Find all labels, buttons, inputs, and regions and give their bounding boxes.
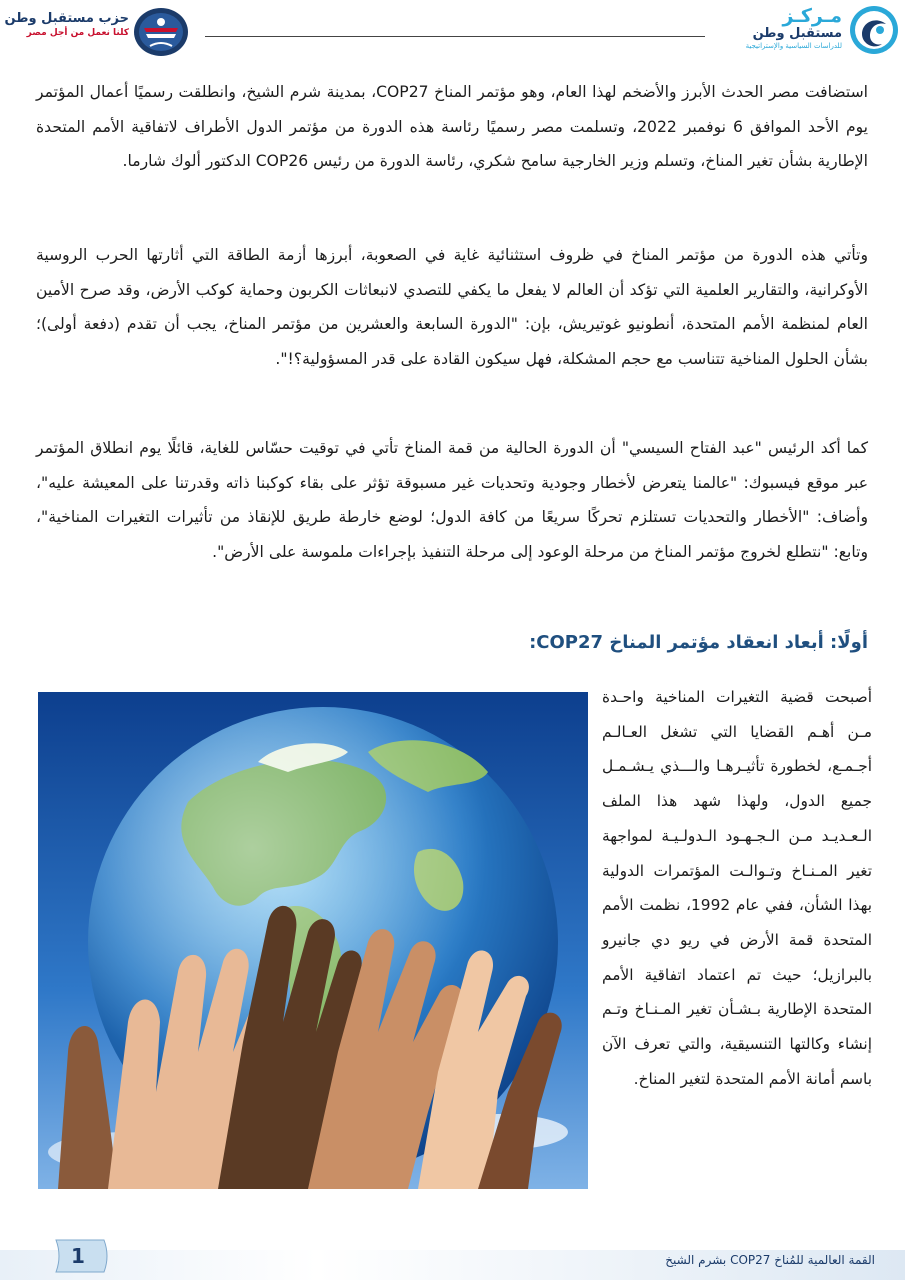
center-emblem-icon [848,4,900,56]
party-logo-text [4,10,129,40]
header-divider [205,36,705,37]
section-heading: أولًا: أبعاد انعقاد مؤتمر المناخ COP27: [529,632,868,653]
paragraph-climate-issue: أصبحت قضية التغيرات المناخية واحـدة مـن أهـم القضايا التي تشغل العـالـم أجـمـع، لخطورة تأثيـرهـا والـــذي يـشـمـل جميع الدول، ولهذا شهد هذا الملف الـعـديـد مـن الـجـهـود الـدولـيـة لمواجهة تغير المـنـاخ وتـوالـت المؤتمرات الدولية بهذا الشأن، ففي عام 1992، نظمت الأمم المتحدة قمة الأرض في ريو دي جانيرو بالبرازيل؛ حيث تم اعتماد اتفاقية الأمم المتحدة الإطارية بـشـأن تغير المـنـاخ وتـم إنشاء وكالتها التنسيقية، والتي تعرف الآن باسم أمانة الأمم المتحدة لتغير المناخ. [602,688,873,1088]
party-logo [4,4,199,60]
page-header [0,0,905,70]
center-logo [712,4,902,60]
paragraph-circumstances: وتأتي هذه الدورة من مؤتمر المناخ في ظروف استثنائية غاية في الصعوبة، أبرزها أزمة الطاقة التي أثارتها الحرب الروسية الأوكرانية، والتقارير العلمية التي تؤكد أن العالم لا يفعل ما يكفي للتصدي لانبعاثات الكربون وحماية كوكب الأرض، وقد صرح الأمين العام لمنظمة الأمم المتحدة، أنطونيو غوتيريش، بإن: "الدورة السابعة والعشرين من مؤتمر المناخ، يجب أن تقدم (دفعة أولى)؛ بشأن الحلول المناخية تتناسب مع حجم المشكلة، فهل سيكون القادة على قدر المسؤولية؟!". [36,246,868,368]
paragraph-president-statement: كما أكد الرئيس "عبد الفتاح السيسي" أن الدورة الحالية من قمة المناخ تأتي في توقيت حسّاس للغاية، قائلًا يوم انطلاق المؤتمر عبر موقع فيسبوك: "عالمنا يتعرض لأخطار وجودية وتحديات غير مسبوقة تؤثر على بقاء كوكبنا ذاته وقدرتنا على المعيشة عليه"، وأضاف: "الأخطار والتحديات تستلزم تحركًا سريعًا من كافة الدول؛ لوضع خارطة طريق للإنقاذ من تأثيرات التغيرات المناخية"، وتابع: "نتطلع لخروج مؤتمر المناخ من مرحلة الوعود إلى مرحلة التنفيذ بإجراءات ملموسة على الأرض". [36,439,868,561]
party-emblem-icon [132,6,190,58]
center-logo-line2: مستقبل وطن [752,26,842,41]
page-footer [0,1232,905,1280]
globe-hands-illustration [38,692,588,1189]
page-number: 1 [71,1244,85,1268]
center-logo-tagline: للدراسات السياسية والإستراتيجية [745,42,842,50]
footer-title: القمة العالمية للمُناخ COP27 بشرم الشيخ [665,1253,875,1267]
paragraph-intro: استضافت مصر الحدث الأبرز والأضخم لهذا العام، وهو مؤتمر المناخ COP27، بمدينة شرم الشيخ، وانطلقت رسميًا أعمال المؤتمر يوم الأحد الموافق 6 نوفمبر 2022، وتسلمت مصر رسميًا رئاسة هذه الدورة من مؤتمر الدول الأطراف لاتفاقية الأمم المتحدة الإطارية بشأن تغير المناخ، وتسلم وزير الخارجية سامح شكري، رئاسة الدورة من رئيس COP26 الدكتور ألوك شارما. [36,83,869,170]
party-title: حزب مستقبل وطن [4,11,129,26]
center-logo-text [712,6,842,51]
party-slogan: كلنا نعمل من أجل مصر [26,28,129,38]
globe-hands-photo [38,692,588,1189]
center-logo-line1: مـركـز [782,5,842,27]
